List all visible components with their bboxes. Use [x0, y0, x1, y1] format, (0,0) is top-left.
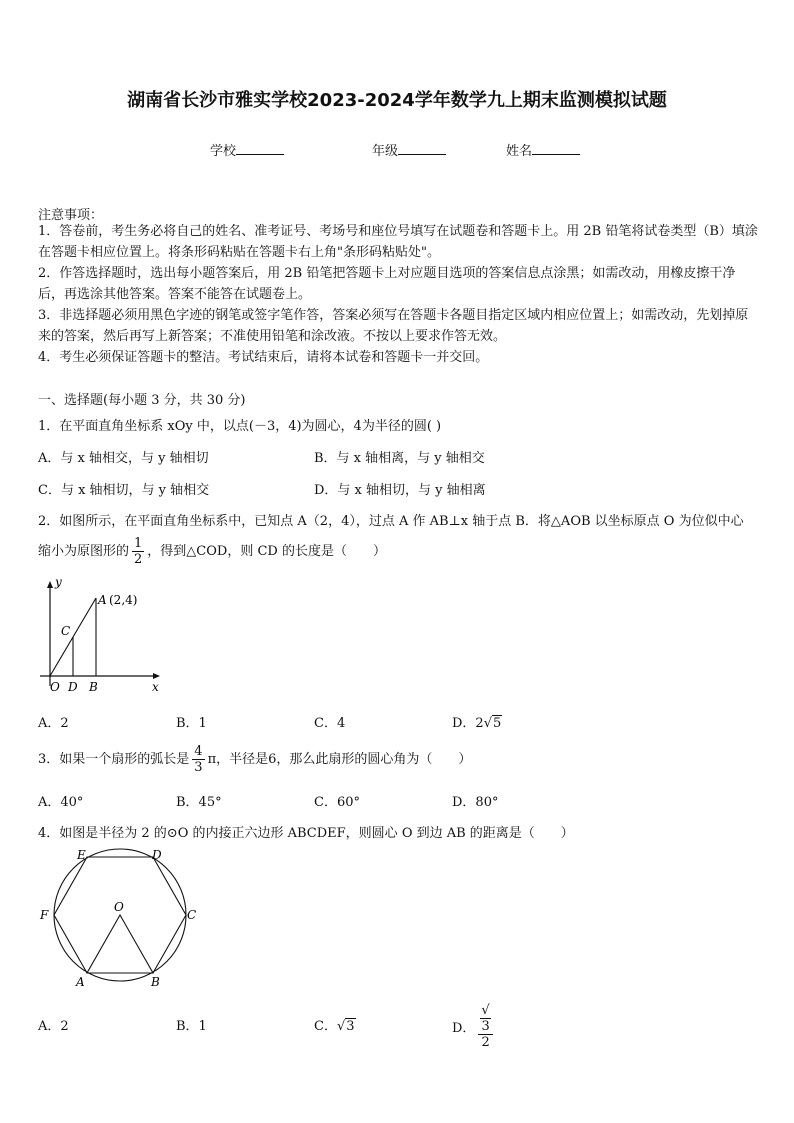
q1-option-d: D．与 x 轴相切，与 y 轴相离: [314, 483, 486, 498]
q4-d-den: 2: [481, 1035, 490, 1050]
q1-stem: 1．在平面直角坐标系 xOy 中，以点(－3，4)为圆心，4为半径的圆( ): [38, 419, 442, 434]
q4-d-radicand: 3: [481, 1019, 490, 1034]
name-field: [506, 140, 580, 159]
y-axis-arrow: [47, 581, 53, 588]
q3-stem-pre: 3．如果一个扇形的弧长是: [38, 752, 190, 767]
q2-option-b: B．1: [176, 716, 207, 731]
q4-option-d: [452, 1003, 496, 1050]
q3-frac-num: 4: [194, 744, 203, 759]
notice-item-4: 4．考生必须保证答题卡的整洁。考试结束后，请将本试卷和答题卡一并交回。: [38, 350, 489, 365]
label-y: y: [55, 575, 62, 589]
q2-stem-line1: 2．如图所示，在平面直角坐标系中，已知点 A（2，4），过点 A 作 AB⊥x 轴于点 B．将△AOB 以坐标原点 O 为位似中心: [38, 514, 744, 529]
label-x: x: [152, 680, 159, 694]
q3-option-d: D．80°: [452, 795, 499, 810]
q2-stem-line2: [38, 536, 386, 567]
q4-option-d-pre: D．: [452, 1021, 476, 1036]
q2-frac-num: 1: [134, 536, 143, 551]
x-axis-arrow: [153, 673, 160, 679]
q1-option-a: A．与 x 轴相交，与 y 轴相切: [38, 451, 209, 466]
q1-option-c: C．与 x 轴相切，与 y 轴相交: [38, 483, 210, 498]
q2-option-c: C．4: [314, 716, 346, 731]
q3-option-b: B．45°: [176, 795, 222, 810]
q1-option-b: B．与 x 轴相离，与 y 轴相交: [314, 451, 485, 466]
school-label: 学校: [210, 144, 237, 159]
label-b: B: [89, 680, 98, 694]
q3-stem-post: π，半径是6，那么此扇形的圆心角为（ ）: [207, 752, 472, 767]
label-f: F: [40, 908, 49, 922]
q4-stem: 4．如图是半径为 2 的⊙O 的内接正六边形 ABCDEF，则圆心 O 到边 AB 的距离是（ ）: [38, 826, 574, 841]
q2-coordinate-figure: [36, 574, 166, 696]
q4-option-a: A．2: [38, 1019, 69, 1034]
label-o: O: [114, 900, 124, 914]
label-a: A: [76, 975, 85, 989]
grade-label: 年级: [372, 144, 399, 159]
q2-option-a: A．2: [38, 716, 69, 731]
school-blank: [236, 142, 284, 155]
q2-option-d: [452, 712, 502, 731]
label-d: D: [152, 848, 162, 862]
triangle-oab: [87, 915, 153, 973]
name-label: 姓名: [506, 144, 533, 159]
label-e: E: [77, 848, 86, 862]
name-blank: [532, 142, 580, 155]
label-b: B: [151, 975, 160, 989]
label-o: O: [50, 680, 60, 694]
q2-sqrt: √5: [483, 716, 502, 731]
q4-option-b: B．1: [176, 1019, 207, 1034]
q2-stem-post: ，得到△COD，则 CD 的长度是（ ）: [147, 544, 386, 559]
q4-d-sqrt: √ 3: [481, 1003, 490, 1034]
notice-heading: 注意事项：: [38, 208, 104, 223]
page-title: 湖南省长沙市雅实学校2023-2024学年数学九上期末监测模拟试题: [127, 90, 667, 111]
grade-blank: [398, 142, 446, 155]
section-heading: 一、选择题(每小题 3 分，共 30 分): [38, 393, 246, 408]
q2-option-d-pre: D．2: [452, 716, 484, 731]
q2-frac-den: 2: [134, 552, 143, 567]
q2-fraction: [132, 536, 144, 567]
q4-d-fraction: [478, 1003, 492, 1050]
q2-stem-pre: 缩小为原图形的: [38, 544, 130, 559]
label-a: A: [98, 593, 107, 607]
q4-c-sqrt: √3: [336, 1019, 355, 1034]
notice-item-1: 1．答卷前，考生务必将自己的姓名、准考证号、考场号和座位号填写在试题卷和答题卡上。用 2B 铅笔将试卷类型（B）填涂在答题卡相应位置上。将条形码粘贴在答题卡右上角"条形码粘贴处"。: [38, 224, 758, 260]
q4-option-c-pre: C．: [314, 1019, 337, 1034]
q3-option-c: C．60°: [314, 795, 360, 810]
q3-fraction: [192, 744, 204, 775]
q4-d-num: [478, 1003, 492, 1035]
notice-item-2: 2．作答选择题时，选出每小题答案后，用 2B 铅笔把答题卡上对应题目选项的答案信息点涂黑；如需改动，用橡皮擦干净后，再选涂其他答案。答案不能答在试题卷上。: [38, 266, 736, 302]
q4-option-c: [314, 1015, 356, 1034]
grade-field: [372, 140, 446, 159]
school-field: [210, 140, 284, 159]
label-c: C: [187, 908, 197, 922]
q3-frac-den: 3: [194, 760, 203, 775]
q4-hexagon-figure: [34, 845, 204, 993]
q3-stem: [38, 744, 471, 775]
label-c: C: [61, 624, 71, 638]
q3-option-a: A．40°: [38, 795, 84, 810]
q2-radicand: 5: [493, 716, 502, 731]
label-a-coord: (2,4): [109, 593, 138, 607]
label-d: D: [68, 680, 78, 694]
notice-item-3: 3．非选择题必须用黑色字迹的钢笔或签字笔作答，答案必须写在答题卡各题目指定区域内相应位置上；如需改动，先划掉原来的答案，然后再写上新答案；不准使用铅笔和涂改液。不按以上要求作答无效。: [38, 308, 749, 344]
q4-c-radicand: 3: [346, 1019, 355, 1034]
